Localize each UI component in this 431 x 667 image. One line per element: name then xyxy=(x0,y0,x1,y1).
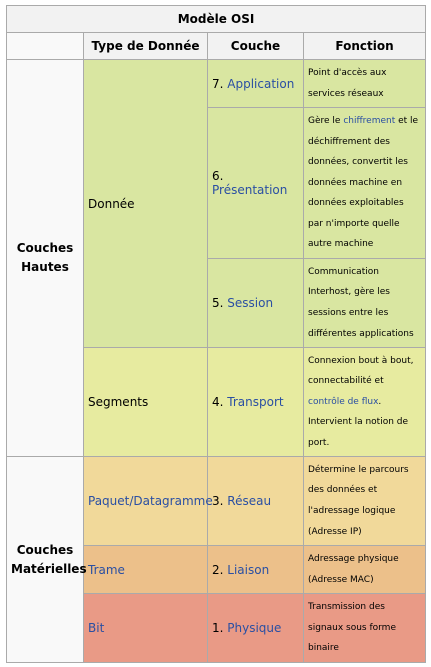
header-data-type: Type de Donnée xyxy=(84,33,208,60)
function-text: et le déchiffrement des données, convertit les données machine en données exploitables par n'importe quelle autre machine xyxy=(308,115,419,250)
layer-number: 5. xyxy=(212,296,224,310)
layer-link-application[interactable]: Application xyxy=(227,76,295,91)
layer-number: 4. xyxy=(212,395,224,409)
function-reseau: Détermine le parcours des données et l'adressage logique (Adresse IP) xyxy=(304,457,426,546)
table-title: Modèle OSI xyxy=(7,6,426,33)
function-presentation xyxy=(304,108,426,259)
function-text: Gère le xyxy=(308,115,344,126)
header-layer: Couche xyxy=(208,33,304,60)
layer-link-session[interactable]: Session xyxy=(227,296,274,310)
group-upper-line1: Couches xyxy=(16,241,74,255)
data-type-trame xyxy=(84,546,208,594)
function-application: Point d'accès aux services réseaux xyxy=(304,60,426,108)
layer-liaison xyxy=(208,546,304,594)
layer-link-liaison[interactable]: Liaison xyxy=(227,562,270,577)
layer-link-reseau[interactable]: Réseau xyxy=(227,494,272,508)
data-type-bit xyxy=(84,594,208,663)
layer-physique xyxy=(208,594,304,663)
function-transport xyxy=(304,348,426,457)
trame-link[interactable]: Trame xyxy=(88,562,125,577)
group-hardware-line2: Matérielles xyxy=(11,561,87,576)
group-upper-layers xyxy=(7,60,84,457)
paquet-datagramme-link[interactable]: Paquet/Datagramme xyxy=(88,494,213,508)
layer-number: 6. xyxy=(212,169,224,183)
group-hardware-layers xyxy=(7,457,87,663)
osi-model-table xyxy=(6,5,426,663)
osi-table-wrapper xyxy=(6,5,426,663)
layer-application xyxy=(208,60,304,108)
controle-de-flux-link[interactable]: contrôle de flux xyxy=(308,396,379,407)
data-type-paquet xyxy=(84,457,213,546)
layer-link-physique[interactable]: Physique xyxy=(227,621,282,635)
function-text: Connexion bout à bout, connectabilité et xyxy=(308,355,414,387)
header-corner xyxy=(7,33,84,60)
function-session: Communication Interhost, gère les sessions entre les différentes applications xyxy=(304,259,426,348)
group-hardware-line1: Couches xyxy=(16,542,74,557)
group-upper-line2: Hautes xyxy=(21,260,69,274)
layer-number: 7. xyxy=(212,76,224,91)
bit-link[interactable]: Bit xyxy=(88,621,105,635)
layer-number: 2. xyxy=(212,562,224,577)
function-liaison: Adressage physique (Adresse MAC) xyxy=(304,546,426,594)
data-type-segments: Segments xyxy=(84,348,208,457)
function-text: . Intervient la notion de port. xyxy=(308,396,409,448)
header-function: Fonction xyxy=(304,33,426,60)
layer-reseau xyxy=(208,457,304,546)
data-type-donnee: Donnée xyxy=(84,60,208,348)
function-physique: Transmission des signaux sous forme binaire xyxy=(304,594,426,663)
layer-link-transport[interactable]: Transport xyxy=(227,395,284,409)
layer-link-presentation[interactable]: Présentation xyxy=(212,183,288,197)
layer-session xyxy=(208,259,304,348)
chiffrement-link[interactable]: chiffrement xyxy=(343,115,396,126)
layer-presentation xyxy=(208,108,304,259)
layer-number: 1. xyxy=(212,621,224,635)
layer-transport xyxy=(208,348,304,457)
layer-number: 3. xyxy=(212,494,224,508)
